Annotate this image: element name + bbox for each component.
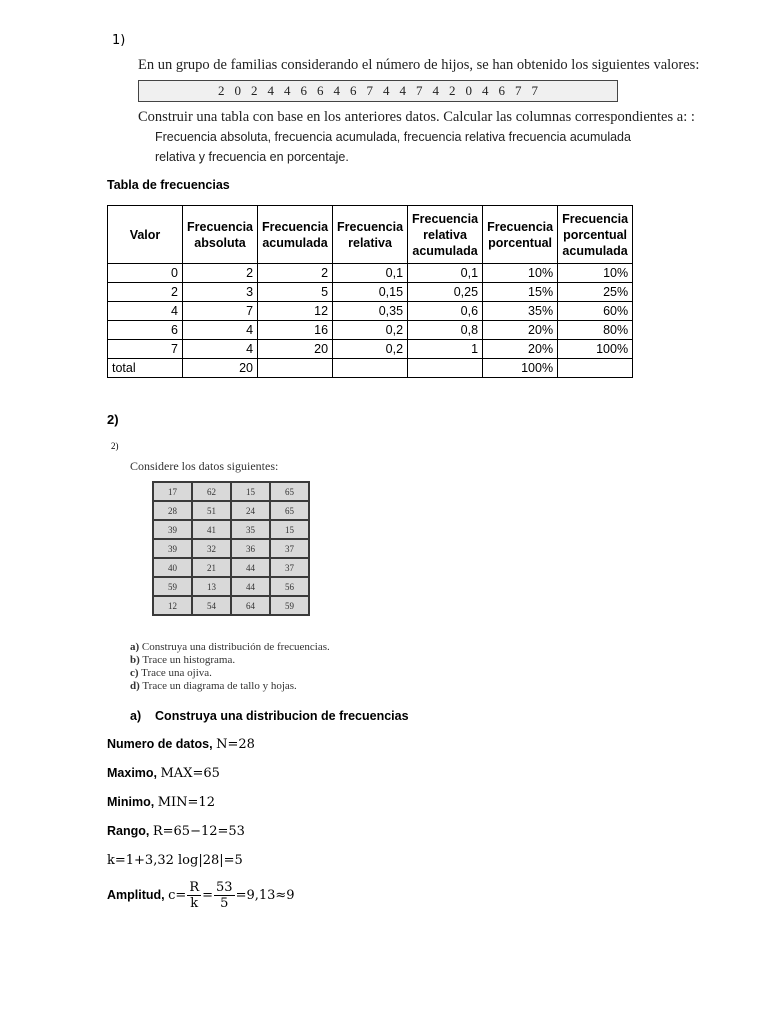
calc-amp-c: c=: [168, 887, 187, 903]
frequency-table-cell: 35%: [483, 302, 558, 321]
calc-range-math: R=65−12=53: [152, 824, 245, 839]
item-letter: d): [130, 680, 140, 692]
problem-2-item: [130, 680, 330, 693]
frequency-table-cell: 0,1: [333, 264, 408, 283]
raw-data-cell: 39: [153, 539, 192, 558]
total-cell: [558, 359, 633, 378]
problem-2-items: [130, 641, 330, 693]
frequency-table: [107, 205, 633, 378]
calc-numero-datos: [107, 737, 255, 752]
frequency-table-cell: 12: [258, 302, 333, 321]
frequency-table-cell: 0,8: [408, 321, 483, 340]
frequency-table-total-row: [108, 359, 633, 378]
frequency-table-cell: 60%: [558, 302, 633, 321]
raw-data-cell: 37: [270, 558, 309, 577]
problem-1-values-box: [138, 80, 618, 102]
raw-data-cell: 17: [153, 482, 192, 501]
value-item: 4: [383, 83, 390, 98]
calc-n-math: N=28: [216, 737, 255, 752]
calc-maximo: [107, 766, 220, 781]
total-cell: [333, 359, 408, 378]
value-item: 7: [366, 83, 373, 98]
raw-data-row: [153, 501, 309, 520]
frequency-table-cell: 20: [258, 340, 333, 359]
header-frecuencia-porcentual: Frecuencia porcentual: [483, 206, 558, 264]
part-a-heading: [130, 709, 409, 723]
frequency-table-cell: 0,25: [408, 283, 483, 302]
value-item: 7: [416, 83, 423, 98]
raw-data-cell: 35: [231, 520, 270, 539]
calc-range-label: Rango,: [107, 824, 150, 838]
value-item: 4: [399, 83, 406, 98]
calc-min-label: Minimo,: [107, 795, 155, 809]
header-frecuencia-acumulada: Frecuencia acumulada: [258, 206, 333, 264]
raw-data-cell: 36: [231, 539, 270, 558]
amp-equals: =: [202, 887, 214, 903]
amp-frac1-den: k: [190, 896, 199, 911]
frequency-table-cell: 10%: [558, 264, 633, 283]
value-item: 6: [498, 83, 505, 98]
header-frecuencia-porcentual-acumulada: Frecuencia porcentual acumulada: [558, 206, 633, 264]
problem-2-item: [130, 667, 330, 680]
frequency-table-cell: 2: [258, 264, 333, 283]
amp-frac1-num: R: [189, 880, 200, 895]
frequency-table-cell: 4: [108, 302, 183, 321]
item-text: Construya una distribución de frecuencias.: [141, 641, 330, 653]
item-letter: b): [130, 654, 140, 666]
frequency-table-cell: 0,2: [333, 321, 408, 340]
frequency-table-row: [108, 302, 633, 321]
frequency-table-cell: 1: [408, 340, 483, 359]
total-cell: [258, 359, 333, 378]
raw-data-cell: 32: [192, 539, 231, 558]
item-text: Trace un histograma.: [142, 654, 236, 666]
raw-data-table: [152, 481, 310, 616]
total-cell: 20: [183, 359, 258, 378]
raw-data-cell: 59: [270, 596, 309, 615]
header-frecuencia-relativa-acumulada: Frecuencia relativa acumulada: [408, 206, 483, 264]
amp-fraction-53-over-5: [214, 880, 235, 911]
item-letter: a): [130, 641, 140, 653]
raw-data-cell: 62: [192, 482, 231, 501]
calc-k-sturges: [107, 853, 243, 868]
calc-amp-label: Amplitud,: [107, 887, 165, 902]
value-item: 4: [482, 83, 489, 98]
frequency-table-cell: 20%: [483, 340, 558, 359]
frequency-table-cell: 4: [183, 321, 258, 340]
raw-data-cell: 40: [153, 558, 192, 577]
calc-max-label: Maximo,: [107, 766, 158, 780]
calc-amplitud: [107, 880, 295, 911]
problem-2-item: [130, 654, 330, 667]
frequency-table-row: [108, 340, 633, 359]
total-cell: 100%: [483, 359, 558, 378]
raw-data-row: [153, 577, 309, 596]
amp-frac2-den: 5: [220, 896, 229, 911]
raw-data-row: [153, 482, 309, 501]
raw-data-cell: 24: [231, 501, 270, 520]
problem-1-intro: En un grupo de familias considerando el número de hijos, se han obtenido los siguientes valores:: [138, 57, 700, 73]
frequency-table-cell: 6: [108, 321, 183, 340]
table-title: Tabla de frecuencias: [107, 178, 230, 192]
frequency-table-cell: 0: [108, 264, 183, 283]
frequency-table-cell: 2: [183, 264, 258, 283]
value-item: 6: [350, 83, 357, 98]
frequency-table-row: [108, 264, 633, 283]
raw-data-row: [153, 539, 309, 558]
frequency-table-cell: 25%: [558, 283, 633, 302]
raw-data-cell: 56: [270, 577, 309, 596]
total-label: total: [108, 359, 183, 378]
frequency-table-cell: 80%: [558, 321, 633, 340]
raw-data-cell: 54: [192, 596, 231, 615]
value-item: 2: [251, 83, 258, 98]
part-a-letter: a): [130, 709, 142, 723]
value-item: 7: [531, 83, 538, 98]
calc-n-label: Numero de datos,: [107, 737, 213, 751]
raw-data-cell: 44: [231, 577, 270, 596]
value-item: 7: [515, 83, 522, 98]
problem-2-consider: Considere los datos siguientes:: [130, 459, 279, 473]
total-cell: [408, 359, 483, 378]
calc-k-math: k=1+3,32 log⁡|28|=5: [107, 853, 243, 868]
frequency-table-cell: 10%: [483, 264, 558, 283]
raw-data-row: [153, 596, 309, 615]
header-valor: Valor: [108, 206, 183, 264]
raw-data-cell: 65: [270, 482, 309, 501]
calc-max-math: MAX=65: [160, 766, 220, 781]
raw-data-cell: 21: [192, 558, 231, 577]
calc-minimo: [107, 795, 215, 810]
frequency-table-cell: 4: [183, 340, 258, 359]
problem-2-item: [130, 641, 330, 654]
raw-data-cell: 15: [270, 520, 309, 539]
frequency-table-row: [108, 321, 633, 340]
raw-data-cell: 13: [192, 577, 231, 596]
raw-data-cell: 41: [192, 520, 231, 539]
calc-min-math: MIN=12: [157, 795, 215, 810]
frequency-table-row: [108, 283, 633, 302]
frequency-table-cell: 7: [183, 302, 258, 321]
frequency-table-cell: 2: [108, 283, 183, 302]
value-item: 6: [300, 83, 307, 98]
frequency-table-cell: 0,1: [408, 264, 483, 283]
raw-data-cell: 64: [231, 596, 270, 615]
problem-2-number: 2): [107, 412, 119, 427]
header-frecuencia-absoluta: Frecuencia absoluta: [183, 206, 258, 264]
frequency-table-cell: 0,6: [408, 302, 483, 321]
frequency-table-cell: 16: [258, 321, 333, 340]
raw-data-cell: 44: [231, 558, 270, 577]
frequency-table-cell: 0,15: [333, 283, 408, 302]
value-item: 4: [333, 83, 340, 98]
raw-data-cell: 59: [153, 577, 192, 596]
frequency-table-cell: 0,2: [333, 340, 408, 359]
amp-frac2-num: 53: [216, 880, 233, 895]
raw-data-cell: 37: [270, 539, 309, 558]
item-text: Trace una ojiva.: [141, 667, 212, 679]
raw-data-row: [153, 558, 309, 577]
value-item: 0: [465, 83, 472, 98]
raw-data-cell: 15: [231, 482, 270, 501]
problem-1-instruction: Construir una tabla con base en los anteriores datos. Calcular las columnas correspondientes a: :: [138, 109, 695, 125]
frequency-table-cell: 0,35: [333, 302, 408, 321]
header-frecuencia-relativa: Frecuencia relativa: [333, 206, 408, 264]
value-item: 0: [234, 83, 241, 98]
amp-result: =9,13≈9: [235, 887, 295, 903]
raw-data-cell: 51: [192, 501, 231, 520]
value-item: 4: [432, 83, 439, 98]
frequency-table-cell: 20%: [483, 321, 558, 340]
problem-1-columns-line-1: Frecuencia absoluta, frecuencia acumulada, frecuencia relativa frecuencia acumulada: [155, 130, 631, 144]
frequency-table-cell: 100%: [558, 340, 633, 359]
calc-rango: [107, 824, 245, 839]
part-a-title: Construya una distribucion de frecuencias: [155, 709, 409, 723]
item-letter: c): [130, 667, 139, 679]
value-item: 4: [267, 83, 274, 98]
value-item: 4: [284, 83, 291, 98]
value-item: 2: [449, 83, 456, 98]
raw-data-cell: 65: [270, 501, 309, 520]
problem-1-number: 1): [112, 33, 126, 48]
value-item: 2: [218, 83, 225, 98]
raw-data-cell: 39: [153, 520, 192, 539]
problem-1-columns-line-2: relativa y frecuencia en porcentaje.: [155, 150, 349, 164]
frequency-table-cell: 7: [108, 340, 183, 359]
raw-data-row: [153, 520, 309, 539]
item-text: Trace un diagrama de tallo y hojas.: [142, 680, 297, 692]
problem-2-small-number: 2): [111, 441, 119, 451]
frequency-table-cell: 15%: [483, 283, 558, 302]
raw-data-cell: 12: [153, 596, 192, 615]
frequency-table-cell: 5: [258, 283, 333, 302]
raw-data-cell: 28: [153, 501, 192, 520]
frequency-table-header-row: [108, 206, 633, 264]
value-item: 6: [317, 83, 324, 98]
frequency-table-cell: 3: [183, 283, 258, 302]
amp-fraction-r-over-k: [187, 880, 201, 911]
